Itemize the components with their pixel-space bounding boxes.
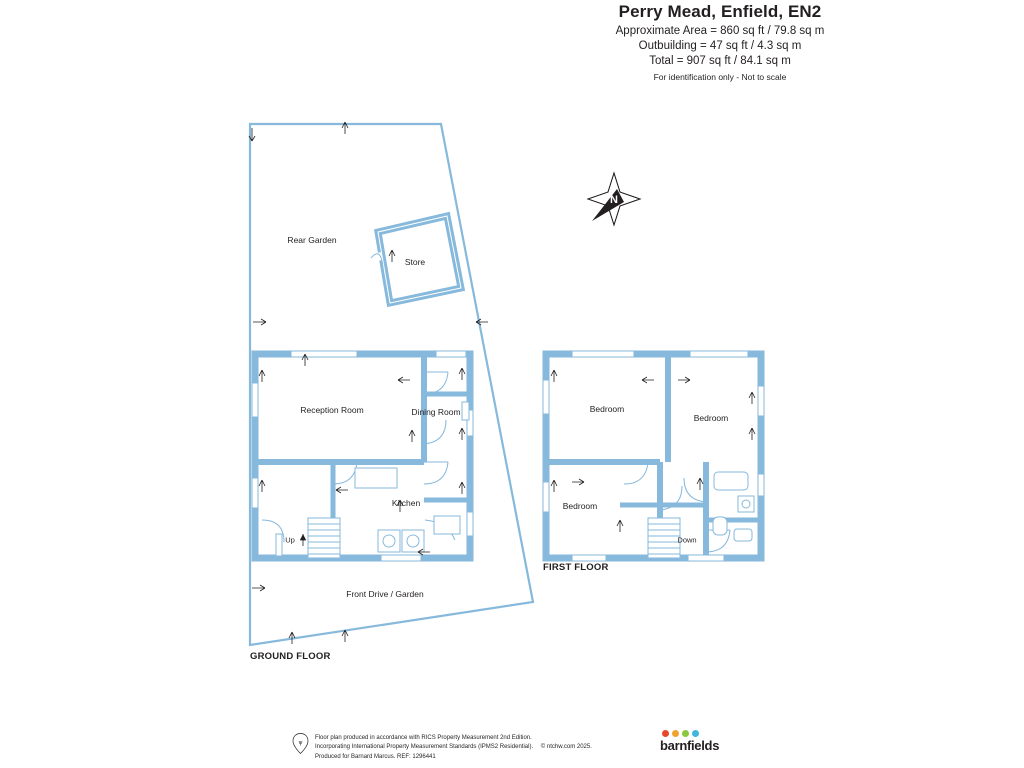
footer-line-1: Floor plan produced in accordance with RICS Property Measurement 2nd Edition. — [315, 735, 532, 741]
brand-dot-4 — [692, 730, 699, 737]
identification-note: For identification only - Not to scale — [653, 72, 787, 82]
area-line-3: Total = 907 sq ft / 84.1 sq m — [649, 55, 791, 67]
footer-copyright: © ntchw.com 2025. — [540, 744, 592, 751]
first-staircase — [648, 518, 680, 558]
room-label-bedroom-2: Bedroom — [693, 413, 729, 423]
first-floor-plan — [543, 351, 764, 561]
brand-name: barnfields — [660, 738, 720, 753]
area-line-2: Outbuilding = 47 sq ft / 4.3 sq m — [638, 40, 802, 52]
brand-dots — [662, 730, 750, 737]
page-title: Perry Mead, Enfield, EN2 — [618, 2, 822, 21]
brand-dot-2 — [672, 730, 679, 737]
room-label-bedroom-1: Bedroom — [589, 404, 625, 414]
area-line-1: Approximate Area = 860 sq ft / 79.8 sq m — [615, 25, 825, 37]
brand-dot-1 — [662, 730, 669, 737]
room-label-front-drive-garden: Front Drive / Garden — [346, 589, 424, 599]
stairs-down-label: Down — [677, 535, 697, 545]
room-label-dining-room: Dining Room — [411, 407, 461, 417]
room-label-kitchen: Kitchen — [391, 498, 421, 508]
svg-text:ѱ: ѱ — [298, 739, 303, 746]
stairs-up-label: Up — [285, 535, 295, 545]
compass-rose — [588, 173, 640, 225]
footer-line-2: Incorporating International Property Measurement Standards (IPMS2 Residential). © ntchw.com 2025. — [315, 744, 592, 751]
room-label-rear-garden: Rear Garden — [287, 235, 337, 245]
brand-logo — [660, 730, 750, 753]
ground-floor-label: GROUND FLOOR — [250, 651, 331, 662]
rics-badge-icon — [292, 733, 309, 754]
room-label-reception-room: Reception Room — [300, 405, 364, 415]
ground-floor-plan — [249, 122, 533, 645]
room-label-bedroom-3: Bedroom — [562, 501, 598, 511]
compass-north-letter: N — [610, 194, 618, 206]
first-floor-label: FIRST FLOOR — [543, 562, 609, 573]
brand-dot-3 — [682, 730, 689, 737]
dining-room-door-panel — [462, 402, 469, 420]
footer-line-3: Produced for Barnard Marcus. REF: 1296441 — [315, 753, 436, 760]
room-label-store: Store — [404, 257, 426, 267]
